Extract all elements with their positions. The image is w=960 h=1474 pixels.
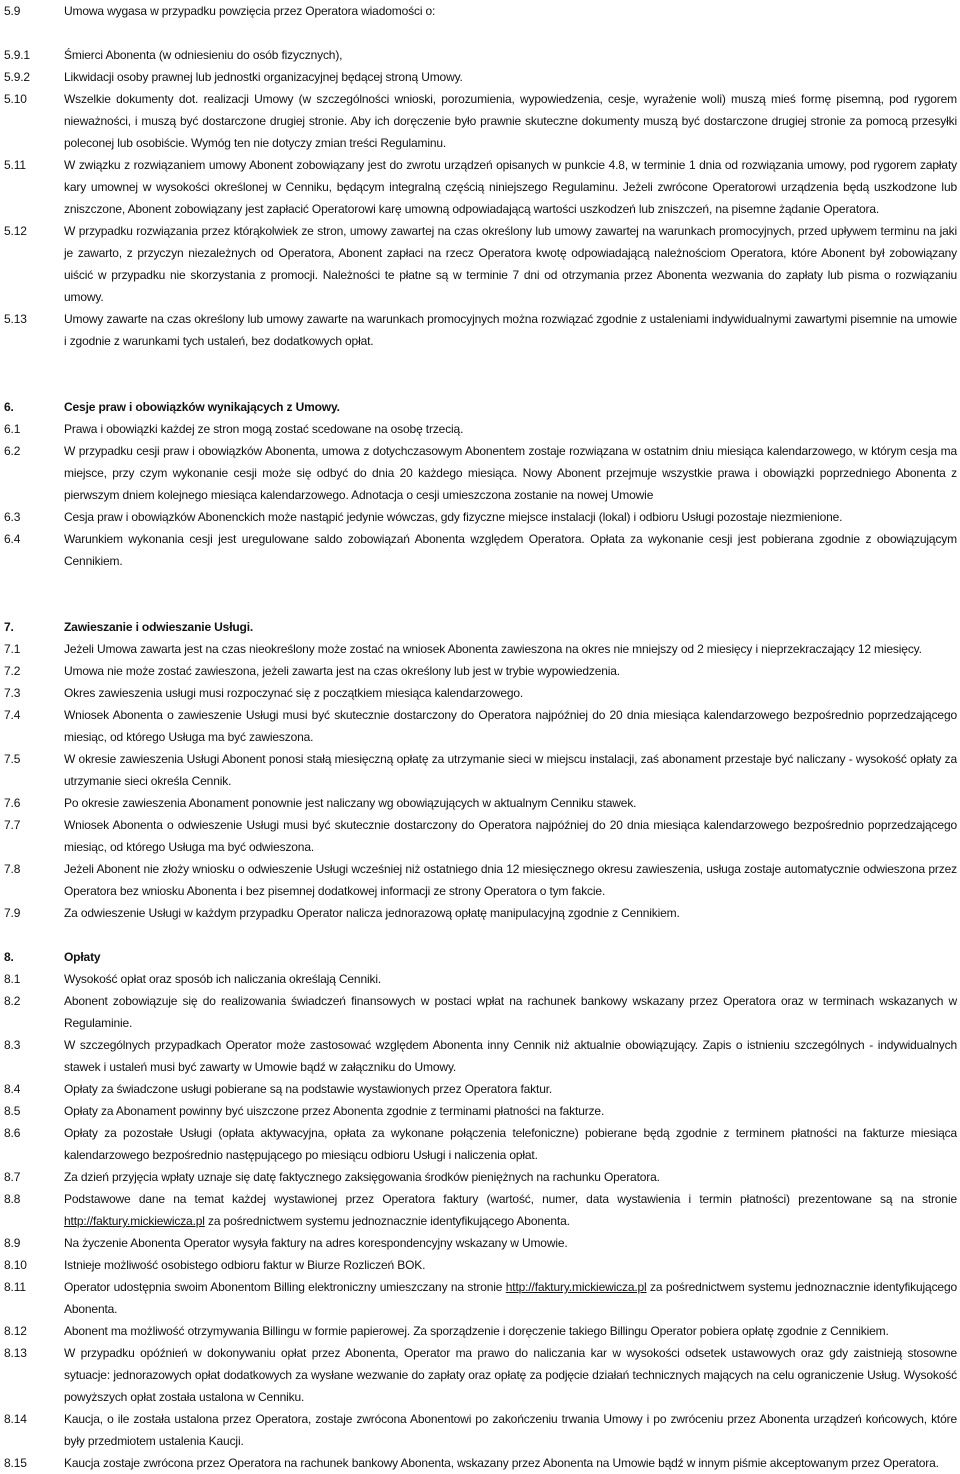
clause-text: Umowy zawarte na czas określony lub umowy zawarte na warunkach promocyjnych można rozwiązać zgodnie z ustaleniami indywidualnymi zawartymi pisemnie na umowie i zgodnie z warunkami tych ustaleń, bez dodatkowych opłat. — [64, 312, 957, 348]
clause-number: 6.3 — [4, 510, 21, 524]
clause-5-10 — [4, 88, 957, 154]
clause-number: 8.1 — [4, 972, 21, 986]
clause-number: 8.6 — [4, 1126, 21, 1140]
clause-text: Opłaty za świadczone usługi pobierane są na podstawie wystawionych przez Operatora faktur. — [64, 1082, 553, 1096]
clause-number: 5.11 — [4, 158, 26, 172]
clause-text: W przypadku cesji praw i obowiązków Abonenta, umowa z dotychczasowym Abonentem zostaje rozwiązana w ostatnim dniu miesiąca kalendarzowego, w którym cesja ma miejsce, przy czym wykonanie cesji może się odbyć do dnia 20 każdego miesiąca. Nowy Abonent przejmuje wszystkie prawa i obowiązki poprzedniego Abonenta z pierwszym dniem kolejnego miesiąca kalendarzowego. Adnotacja o cesji umieszczona zostanie na nowej Umowie — [64, 444, 957, 502]
clause-8-15 — [4, 1452, 957, 1474]
clause-number: 7.2 — [4, 664, 21, 678]
clause-number: 5.12 — [4, 224, 27, 238]
clause-5-9-2 — [4, 66, 957, 88]
clause-text: Prawa i obowiązki każdej ze stron mogą zostać scedowane na osobę trzecią. — [64, 422, 464, 436]
clause-text-before: Podstawowe dane na temat każdej wystawionej przez Operatora faktury (wartość, numer, data wystawienia i termin płatności) prezentowane są na stronie — [64, 1192, 957, 1206]
section-number: 6. — [4, 400, 14, 414]
clause-7-5 — [4, 748, 957, 792]
clause-text: Istnieje możliwość osobistego odbioru faktur w Biurze Rozliczeń BOK. — [64, 1258, 426, 1272]
section-title: Cesje praw i obowiązków wynikających z Umowy. — [64, 400, 340, 414]
clause-text: Umowa wygasa w przypadku powzięcia przez Operatora wiadomości o: — [64, 4, 436, 18]
clause-number: 7.3 — [4, 686, 21, 700]
clause-8-5 — [4, 1100, 957, 1122]
clause-8-3 — [4, 1034, 957, 1078]
clause-text: Abonent ma możliwość otrzymywania Billingu w formie papierowej. Za sporządzenie i doręczenie takiego Billingu Operator pobiera opłatę zgodnie z Cennikiem. — [64, 1324, 889, 1338]
clause-5-9 — [4, 0, 957, 22]
clause-5-13 — [4, 308, 957, 352]
clause-text: Wniosek Abonenta o odwieszenie Usługi musi być skutecznie dostarczony do Operatora najpóźniej do 20 dnia miesiąca kalendarzowego bezpośrednio poprzedzającego miesiąc, od którego Usługa ma być odwieszona. — [64, 818, 957, 854]
clause-text: Abonent zobowiązuje się do realizowania świadczeń finansowych w postaci wpłat na rachunek bankowy wskazany przez Operatora oraz w terminach wskazanych w Regulaminie. — [64, 994, 957, 1030]
clause-8-13 — [4, 1342, 957, 1408]
clause-number: 8.7 — [4, 1170, 21, 1184]
section-8-heading — [4, 946, 957, 968]
clause-5-9-1 — [4, 44, 957, 66]
clause-6-1 — [4, 418, 957, 440]
clause-text: Śmierci Abonenta (w odniesieniu do osób fizycznych), — [64, 48, 343, 62]
clause-number: 6.1 — [4, 422, 21, 436]
clause-text: Wniosek Abonenta o zawieszenie Usługi musi być skutecznie dostarczony do Operatora najpóźniej do 20 dnia miesiąca kalendarzowego bezpośrednio poprzedzającego miesiąc, od którego Usługa ma być zawieszona. — [64, 708, 957, 744]
clause-text — [64, 1280, 957, 1316]
clause-7-9 — [4, 902, 957, 924]
clause-number: 7.6 — [4, 796, 21, 810]
clause-8-12 — [4, 1320, 957, 1342]
clause-8-8 — [4, 1188, 957, 1232]
clause-text: Po okresie zawieszenia Abonament ponownie jest naliczany wg obowiązujących w aktualnym Cenniku stawek. — [64, 796, 637, 810]
clause-number: 8.8 — [4, 1192, 21, 1206]
clause-number: 8.2 — [4, 994, 21, 1008]
clause-text: Wysokość opłat oraz sposób ich naliczania określają Cenniki. — [64, 972, 382, 986]
clause-text: Jeżeli Umowa zawarta jest na czas nieokreślony może zostać na wniosek Abonenta zawieszona na okres nie mniejszy od 2 miesięcy i nieprzekraczający 12 miesięcy. — [64, 642, 922, 656]
clause-number: 7.9 — [4, 906, 21, 920]
clause-number: 8.11 — [4, 1280, 26, 1294]
clause-text: Wszelkie dokumenty dot. realizacji Umowy (w szczególności wnioski, porozumienia, wypowiedzenia, cesje, wyrażenie woli) muszą mieś formę pisemną, pod rygorem nieważności, i muszą być dostarczone drugiej stronie. Aby ich doręczenie było prawnie skuteczne dokumenty muszą być dostarczone drugiej stronie za pomocą przesyłki poleconej lub osobiście. Wymóg ten nie dotyczy zmian treści Regulaminu. — [64, 92, 957, 150]
clause-text: Na życzenie Abonenta Operator wysyła faktury na adres korespondencyjny wskazany w Umowie. — [64, 1236, 568, 1250]
clause-text: Cesja praw i obowiązków Abonenckich może nastąpić jedynie wówczas, gdy fizyczne miejsce instalacji (lokal) i odbioru Usługi pozostaje niezmienione. — [64, 510, 843, 524]
section-number: 8. — [4, 950, 14, 964]
spacer — [4, 374, 957, 396]
clause-number: 8.9 — [4, 1236, 21, 1250]
clause-number: 8.15 — [4, 1456, 27, 1470]
clause-text: Kaucja, o ile została ustalona przez Operatora, zostaje zwrócona Abonentowi po zakończeniu trwania Umowy i po zwróceniu przez Abonenta urządzeń końcowych, które były przedmiotem ustalenia Kaucji. — [64, 1412, 957, 1448]
clause-7-3 — [4, 682, 957, 704]
clause-number: 8.13 — [4, 1346, 27, 1360]
clause-text: W szczególnych przypadkach Operator może zastosować względem Abonenta inny Cennik niż aktualnie obowiązujący. Zapis o istnieniu szczególnych - indywidualnych stawek i ustaleń musi być zawarty w Umowie bądź w załączniku do Umowy. — [64, 1038, 957, 1074]
clause-text-after: za pośrednictwem systemu jednoznacznie identyfikującego Abonenta. — [64, 1280, 957, 1316]
clause-text: Okres zawieszenia usługi musi rozpoczynać się z początkiem miesiąca kalendarzowego. — [64, 686, 524, 700]
clause-number: 5.9.2 — [4, 70, 30, 84]
clause-8-10 — [4, 1254, 957, 1276]
clause-number: 8.5 — [4, 1104, 21, 1118]
clause-number: 8.3 — [4, 1038, 21, 1052]
clause-text: Za dzień przyjęcia wpłaty uznaje się datę faktycznego zaksięgowania środków pieniężnych na rachunku Operatora. — [64, 1170, 660, 1184]
clause-8-9 — [4, 1232, 957, 1254]
faktury-link[interactable]: http://faktury.mickiewicza.pl — [505, 1280, 647, 1294]
clause-text-before: Operator udostępnia swoim Abonentom Billing elektroniczny umieszczany na stronie — [64, 1280, 506, 1294]
spacer — [4, 572, 957, 594]
clause-text: W okresie zawieszenia Usługi Abonent ponosi stałą miesięczną opłatę za utrzymanie sieci w miejscu instalacji, zaś abonament przestaje być naliczany - wysokość opłaty za utrzymanie sieci określa Cennik. — [64, 752, 957, 788]
clause-8-1 — [4, 968, 957, 990]
clause-7-1 — [4, 638, 957, 660]
section-7-heading — [4, 616, 957, 638]
clause-number: 7.7 — [4, 818, 21, 832]
clause-number: 7.5 — [4, 752, 21, 766]
spacer — [4, 594, 957, 616]
clause-8-2 — [4, 990, 957, 1034]
clause-number: 8.10 — [4, 1258, 27, 1272]
clause-text: Warunkiem wykonania cesji jest uregulowane saldo zobowiązań Abonenta względem Operatora. Opłata za wykonanie cesji jest pobierana zgodnie z obowiązującym Cennikiem. — [64, 532, 957, 568]
clause-text: Jeżeli Abonent nie złoży wniosku o odwieszenie Usługi wcześniej niż ostatniego dnia 12 miesięcznego okresu zawieszenia, usługa zostaje automatycznie odwieszona przez Operatora bez wniosku Abonenta i bez pisemnej dodatkowej informacji ze strony Operatora o tym fakcie. — [64, 862, 957, 898]
clause-text: Umowa nie może zostać zawieszona, jeżeli zawarta jest na czas określony lub jest w trybie wypowiedzenia. — [64, 664, 620, 678]
section-number: 7. — [4, 620, 14, 634]
clause-text: Za odwieszenie Usługi w każdym przypadku Operator nalicza jednorazową opłatę manipulacyjną zgodnie z Cennikiem. — [64, 906, 680, 920]
clause-number: 7.8 — [4, 862, 21, 876]
clause-8-4 — [4, 1078, 957, 1100]
clause-number: 7.4 — [4, 708, 21, 722]
clause-number: 5.9.1 — [4, 48, 30, 62]
clause-6-3 — [4, 506, 957, 528]
clause-text: W przypadku rozwiązania przez którąkolwiek ze stron, umowy zawartej na czas określony lub umowy zawartej na warunkach promocyjnych, przed upływem terminu na jaki je zawarto, z przyczyn niezależnych od Operatora, Abonent zapłaci na rzecz Operatora kwotę odpowiadającą należnościom Operatora, które Abonent był zobowiązany uiścić w przypadku nie skorzystania z promocji. Należności te płatne są w terminie 7 dni od otrzymania przez Abonenta wezwania do zapłaty lub pisma o rozwiązaniu umowy. — [64, 224, 957, 304]
clause-text: W związku z rozwiązaniem umowy Abonent zobowiązany jest do zwrotu urządzeń opisanych w punkcie 4.8, w terminie 1 dnia od rozwiązania umowy, pod rygorem zapłaty kary umownej w wysokości określonej w Cenniku, będącym integralną częścią niniejszego Regulaminu. Jeżeli zwrócone Operatorowi urządzenia będą uszkodzone lub zniszczone, Abonent zobowiązany jest zapłacić Operatorowi karę umowną odpowiadającą wartości uszkodzeń lub zniszczeń, na pisemne żądanie Operatora. — [64, 158, 957, 216]
faktury-link[interactable]: http://faktury.mickiewicza.pl — [64, 1214, 205, 1228]
clause-number: 8.4 — [4, 1082, 21, 1096]
clause-text: Opłaty za pozostałe Usługi (opłata aktywacyjna, opłata za wykonane połączenia telefoniczne) pobierane będą zgodnie z terminem płatności na fakturze miesiąca kalendarzowego bezpośrednio następującego po miesiącu odbioru Usługi i naliczenia opłat. — [64, 1126, 957, 1162]
section-6-heading — [4, 396, 957, 418]
clause-7-4 — [4, 704, 957, 748]
clause-8-11 — [4, 1276, 957, 1320]
clause-number: 7.1 — [4, 642, 21, 656]
spacer — [4, 352, 957, 374]
spacer — [4, 924, 957, 946]
clause-6-4 — [4, 528, 957, 572]
clause-number: 6.4 — [4, 532, 21, 546]
clause-5-12 — [4, 220, 957, 308]
clause-5-11 — [4, 154, 957, 220]
clause-8-14 — [4, 1408, 957, 1452]
clause-text: Kaucja zostaje zwrócona przez Operatora na rachunek bankowy Abonenta, wskazany przez Abonenta na Umowie bądź w innym piśmie akceptowanym przez Operatora. — [64, 1456, 939, 1470]
clause-7-2 — [4, 660, 957, 682]
section-title: Zawieszanie i odwieszanie Usługi. — [64, 620, 254, 634]
clause-7-6 — [4, 792, 957, 814]
clause-number: 5.10 — [4, 92, 27, 106]
clause-number: 5.9 — [4, 4, 21, 18]
clause-text: W przypadku opóźnień w dokonywaniu opłat przez Abonenta, Operator ma prawo do naliczania kar w wysokości odsetek ustawowych oraz gdy zaistnieją stosowne sytuacje: jednorazowych opłat dodatkowych za wysłane wezwanie do zapłaty oraz opłatę za podjęcie działań technicznych mających na celu ograniczenie Usług. Wysokość powyższych opłat została ustalona w Cenniku. — [64, 1346, 957, 1404]
document-page — [4, 0, 957, 1474]
clause-8-7 — [4, 1166, 957, 1188]
clause-number: 5.13 — [4, 312, 27, 326]
clause-text: Opłaty za Abonament powinny być uiszczone przez Abonenta zgodnie z terminami płatności na fakturze. — [64, 1104, 605, 1118]
clause-number: 8.14 — [4, 1412, 27, 1426]
clause-number: 8.12 — [4, 1324, 27, 1338]
clause-text: Likwidacji osoby prawnej lub jednostki organizacyjnej będącej stroną Umowy. — [64, 70, 463, 84]
section-title: Opłaty — [64, 950, 101, 964]
clause-text-after: za pośrednictwem systemu jednoznacznie identyfikującego Abonenta. — [204, 1214, 570, 1228]
clause-7-8 — [4, 858, 957, 902]
clause-text — [64, 1192, 957, 1228]
clause-6-2 — [4, 440, 957, 506]
clause-7-7 — [4, 814, 957, 858]
clause-number: 6.2 — [4, 444, 21, 458]
clause-8-6 — [4, 1122, 957, 1166]
spacer — [4, 22, 957, 44]
